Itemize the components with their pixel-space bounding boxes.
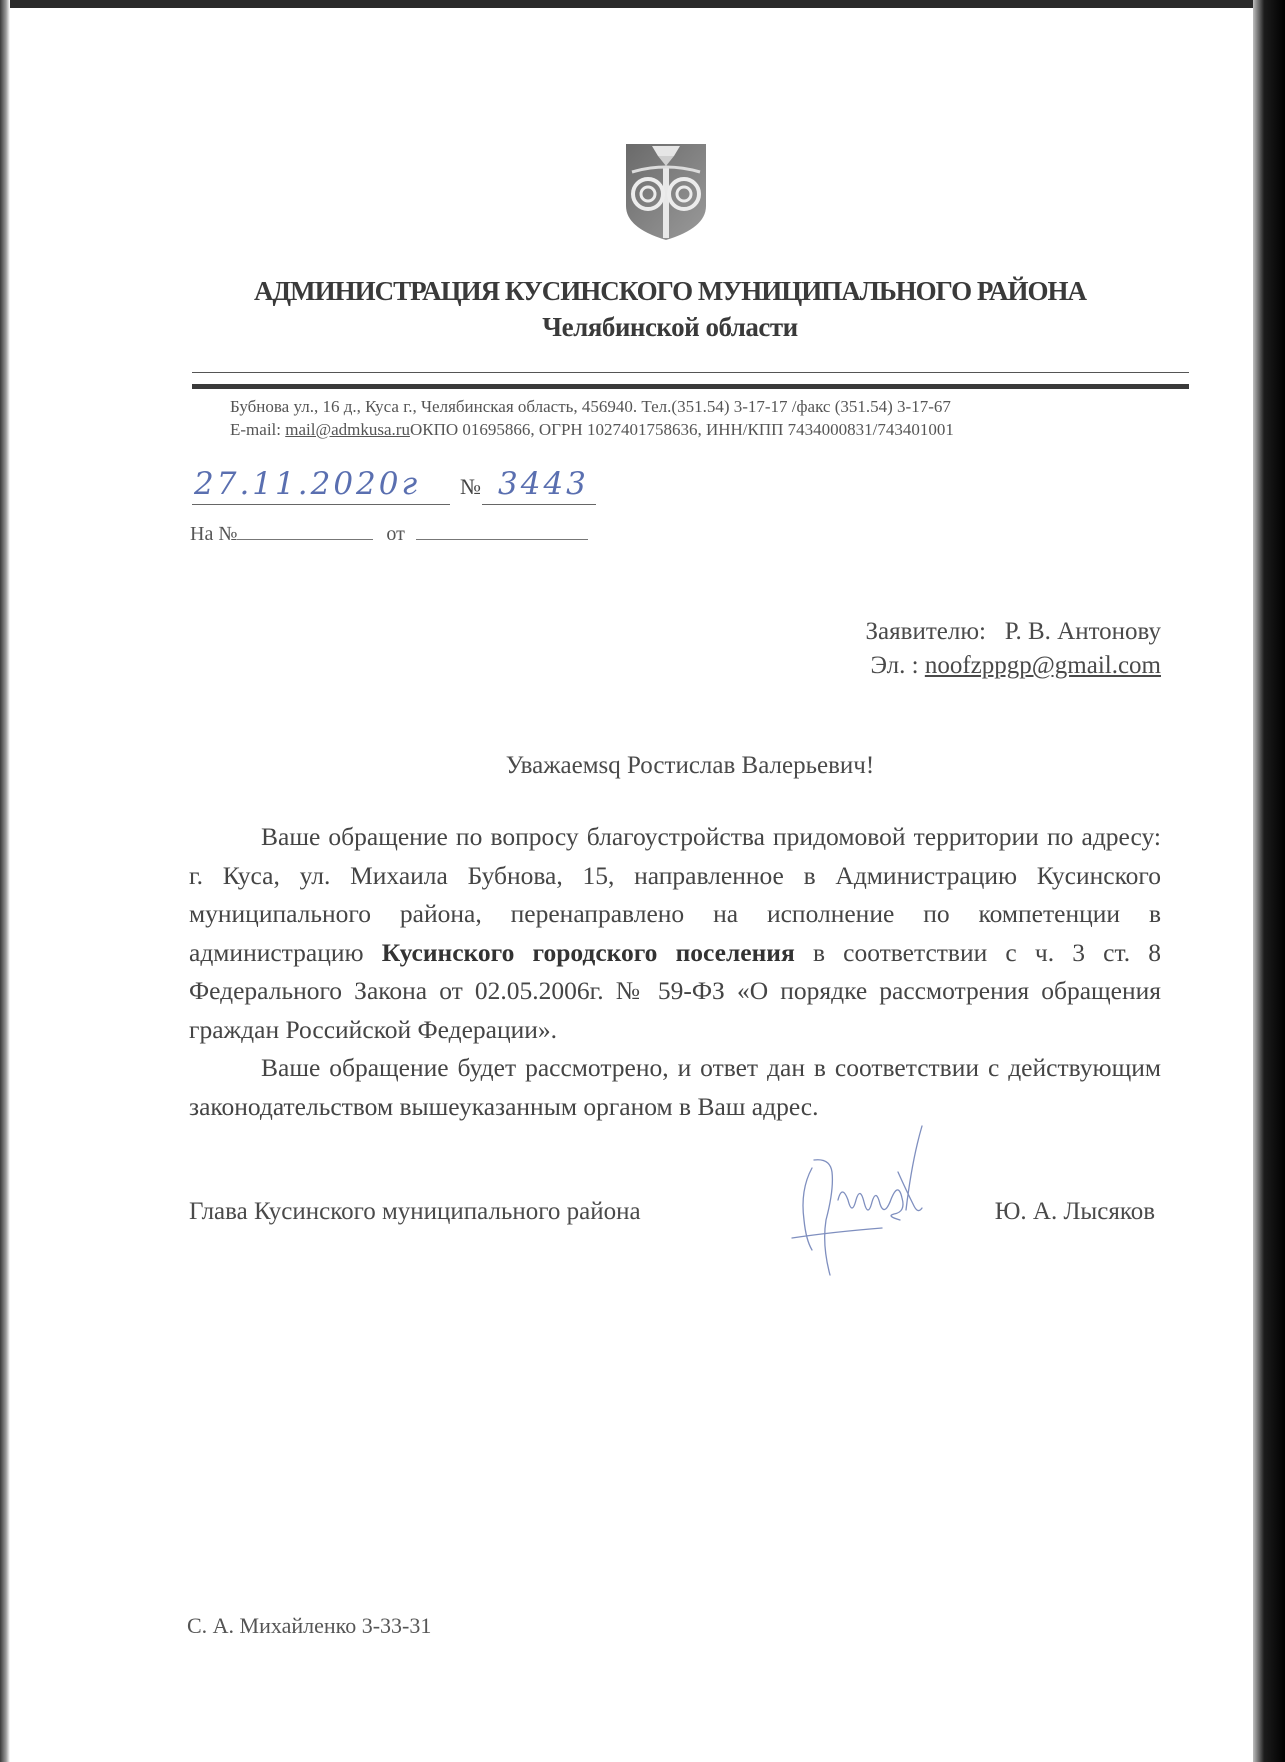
in-reply-from-label: от: [386, 523, 405, 545]
handwritten-signature-icon: [782, 1120, 952, 1290]
in-reply-number-blank: [237, 521, 373, 540]
paragraph-1-text: Ваше обращение по вопросу благоустройства придомовой территории по адресу: г. Куса, ул. Михаила Бубнова, 15, направленное в Администрацию Кусинского муниципального района, перенаправлено на исполнение по компетенции в администрацию: [189, 822, 1161, 967]
registry-codes: ОКПО 01695866, ОГРН 1027401758636, ИНН/КПП 7434000831/743401001: [409, 420, 954, 439]
organization-email-link[interactable]: mail@admkusa.ru: [285, 420, 410, 439]
organization-contacts: [230, 420, 1160, 440]
signer-title: Глава Кусинского муниципального района: [189, 1198, 641, 1225]
header-divider-thin: [192, 372, 1189, 373]
signer-name: Ю. А. Лысяков: [994, 1198, 1155, 1225]
paragraph-1-legal-basis: в соответствии с ч. 3 ст. 8 Федерального Закона от 02.05.2006г. № 59-ФЗ «О порядке рассмотрения обращения граждан Российской Федерации».: [189, 937, 1161, 1044]
organization-region: Челябинской области: [542, 312, 798, 342]
scan-edge-left: [0, 0, 10, 1762]
coat-of-arms-icon: [624, 142, 708, 242]
in-reply-date-blank: [416, 521, 588, 540]
addressee-name: Заявителю: Р. В. Антонову: [865, 618, 1161, 645]
letter-body: [189, 818, 1161, 1126]
email-prefix: E-mail:: [230, 420, 286, 439]
addressee-contact: [870, 652, 1161, 680]
scan-edge-right: [1253, 0, 1285, 1762]
recipient-authority: Кусинского городского поселения: [381, 937, 795, 967]
registration-date-field: [192, 466, 450, 505]
addressee-email-label: Эл. :: [870, 652, 925, 679]
body-paragraph-2: Ваше обращение будет рассмотрено, и ответ дан в соответствии с действующим законодательством вышеуказанным органом в Ваш адрес.: [189, 1053, 1161, 1121]
body-paragraph-1: [189, 818, 1161, 1049]
in-reply-label: На №: [190, 523, 238, 545]
addressee-email-link[interactable]: noofzppgp@gmail.com: [924, 652, 1161, 679]
in-reply-line: [190, 521, 588, 546]
header-divider-thick: [192, 384, 1189, 389]
executor-contact: С. А. Михайленко 3-33-31: [187, 1613, 432, 1638]
scan-edge-top: [0, 0, 1285, 8]
organization-address: Бубнова ул., 16 д., Куса г., Челябинская область, 456940. Тел.(351.54) 3-17-17 /факс (351.54) 3-17-67: [230, 397, 951, 416]
registration-number-handwritten: 3443: [498, 466, 589, 502]
salutation: Уважаемsq Ростислав Валерьевич!: [505, 752, 875, 779]
registration-date-handwritten: 27.11.2020г: [194, 466, 421, 502]
number-sign: №: [460, 474, 481, 499]
organization-name: АДМИНИСТРАЦИЯ КУСИНСКОГО МУНИЦИПАЛЬНОГО РАЙОНА: [254, 276, 1086, 306]
registration-number-field: [482, 466, 596, 505]
